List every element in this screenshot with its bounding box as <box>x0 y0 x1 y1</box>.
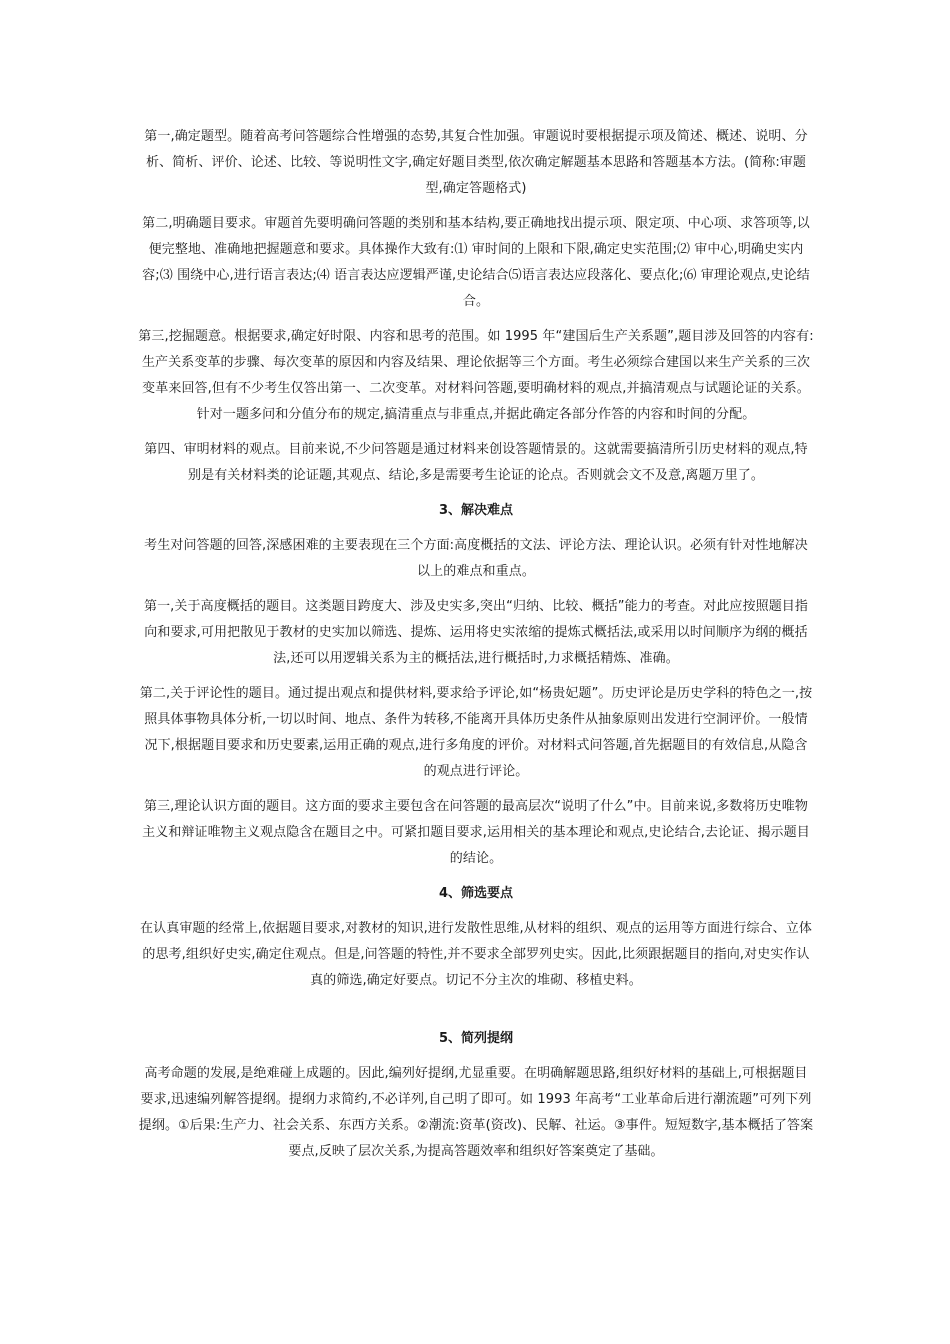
paragraph-select-key-points: 在认真审题的经常上,依据题目要求,对教材的知识,进行发散性思维,从材料的组织、观点的运用等方面进行综合、立体的思考,组织好史实,确定住观点。但是,问答题的特性,并不要求全部罗列史实。因此,比须跟据题目的指向,对史实作认真的筛选,确定好要点。切记不分主次的堆砌、移植史料。 <box>140 921 812 988</box>
paragraph-determine-question-type: 第一,确定题型。随着高考问答题综合性增强的态势,其复合性加强。审题说时要根据提示项及简述、概述、说明、分析、简析、评价、论述、比较、等说明性文字,确定好题目类型,依次确定解题基本思路和答题基本方法。(简称:审题型,确定答题格式) <box>144 129 808 196</box>
paragraph-dig-meaning: 第三,挖掘题意。根据要求,确定好时限、内容和思考的范围。如 1995 年“建国后生产关系题”,题目涉及回答的内容有:生产关系变革的步骤、每次变革的原因和内容及结果、理论依据等三个方面。考生必须综合建国以来生产关系的三次变革来回答,但有不少考生仅答出第一、二次变革。对材料问答题,要明确材料的观点,并搞清观点与试题论证的关系。针对一题多问和分值分布的规定,搞清重点与非重点,并据此确定各部分作答的内容和时间的分配。 <box>138 329 814 422</box>
document-body <box>138 124 814 1165</box>
paragraph-outline: 高考命题的发展,是绝难碰上成题的。因此,编列好提纲,尤显重要。在明确解题思路,组织好材料的基础上,可根据题目要求,迅速编列解答提纲。提纲力求简约,不必详列,自己明了即可。如 1993 年高考“工业革命后进行潮流题”可列下列提纲。①后果:生产力、社会关系、东西方关系。②潮流:资革(资改)、民解、社运。③事件。短短数字,基本概括了答案要点,反映了层次关系,为提高答题效率和组织好答案奠定了基础。 <box>138 1066 814 1159</box>
paragraph-commentary-questions: 第二,关于评论性的题目。通过提出观点和提供材料,要求给予评论,如“杨贵妃题”。历史评论是历史学科的特色之一,按照具体事物具体分析,一切以时间、地点、条件为转移,不能离开具体历史条件从抽象原则出发进行空洞评价。一般情况下,根据题目要求和历史要素,运用正确的观点,进行多角度的评价。对材料式问答题,首先据题目的有效信息,从隐含的观点进行评论。 <box>139 686 813 779</box>
paragraph-clarify-requirements: 第二,明确题目要求。审题首先要明确问答题的类别和基本结构,要正确地找出提示项、限定项、中心项、求答项等,以便完整地、准确地把握题意和要求。具体操作大致有:⑴ 审时间的上限和下限,确定史实范围;⑵ 审中心,明确史实内容;⑶ 围绕中心,进行语言表达;⑷ 语言表达应逻辑严谨,史论结合⑸语言表达应段落化、要点化;⑹ 审理论观点,史论结合。 <box>142 216 810 309</box>
paragraph-summary-questions: 第一,关于高度概括的题目。这类题目跨度大、涉及史实多,突出“归纳、比较、概括”能力的考查。对此应按照题目指向和要求,可用把散见于教材的史实加以筛选、提炼、运用将史实浓缩的提炼式概括法,或采用以时间顺序为纲的概括法,还可以用逻辑关系为主的概括法,进行概括时,力求概括精炼、准确。 <box>143 599 809 666</box>
paragraph-theory-questions: 第三,理论认识方面的题目。这方面的要求主要包含在问答题的最高层次“说明了什么”中。目前来说,多数将历史唯物主义和辩证唯物主义观点隐含在题目之中。可紧扣题目要求,运用相关的基本理论和观点,史论结合,去论证、揭示题目的结论。 <box>142 799 810 866</box>
section-heading-5: 5、简列提纲 <box>438 1031 514 1046</box>
paragraph-material-viewpoint: 第四、审明材料的观点。目前来说,不少问答题是通过材料来创设答题情景的。这就需要搞清所引历史材料的观点,特别是有关材料类的论证题,其观点、结论,多是需要考生论证的论点。否则就会文不及意,离题万里了。 <box>144 442 808 483</box>
paragraph-difficulties-intro: 考生对问答题的回答,深感困难的主要表现在三个方面:高度概括的文法、评论方法、理论认识。必须有针对性地解决以上的难点和重点。 <box>144 538 808 579</box>
section-heading-4: 4、筛选要点 <box>438 886 514 901</box>
section-heading-3: 3、解决难点 <box>438 503 514 518</box>
